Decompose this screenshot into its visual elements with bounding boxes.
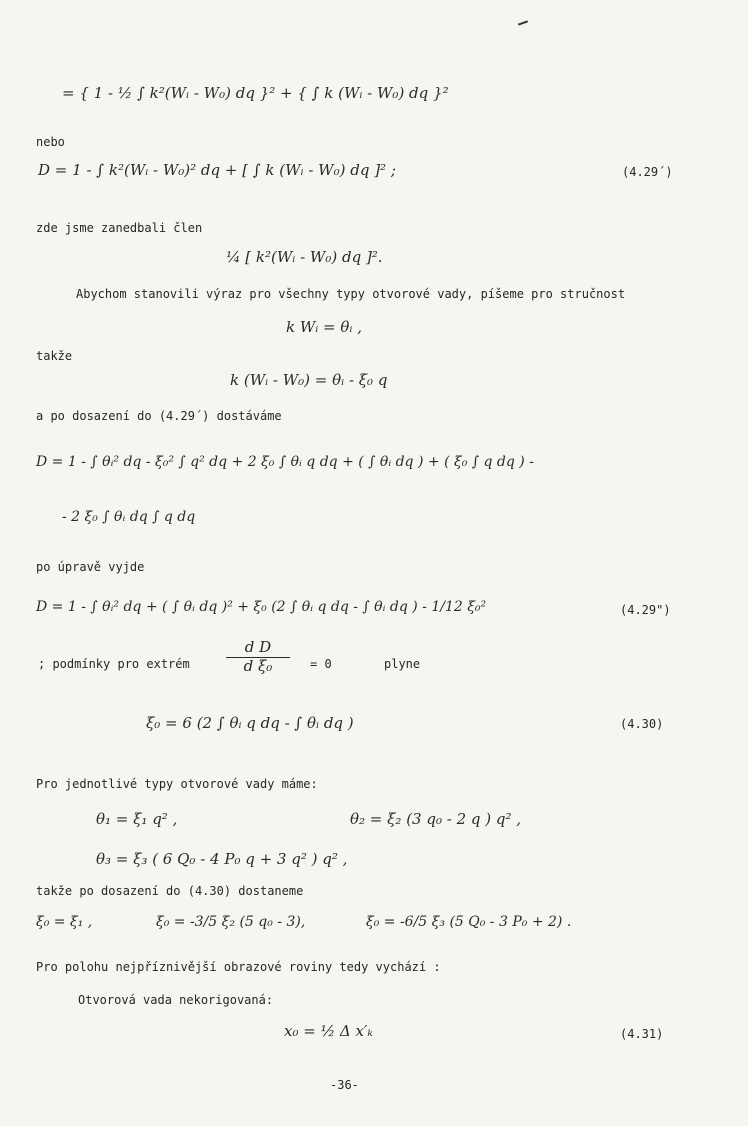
text-takze-430: takže po dosazení do (4.30) dostaneme [36,884,304,898]
equation-theta2: θ₂ = ξ₂ (3 q₀ - 2 q ) q² , [350,810,522,828]
equation-label-4-29b: (4.29") [620,603,671,617]
derivative-fraction [226,640,290,675]
equation-result2: ξ₀ = -3/5 ξ₂ (5 q₀ - 3), [156,914,306,930]
equation-kW: k Wᵢ = θᵢ , [286,318,362,336]
equation-x0: x₀ = ½ Δ x′ₖ [284,1022,373,1040]
equation-D2-line1: D = 1 - ∫ θᵢ² dq - ξ₀² ∫ q² dq + 2 ξ₀ ∫ θᵢ q dq + ( ∫ θᵢ dq ) + ( ξ₀ ∫ q dq ) - [36,454,534,470]
text-dosazeni: a po dosazení do (4.29´) dostáváme [36,409,282,423]
derivative-numerator: d D [244,638,272,656]
text-podminky: ; podmínky pro extrém [38,657,190,671]
equation-result1: ξ₀ = ξ₁ , [36,914,93,930]
equation-label-4-29a: (4.29´) [622,165,673,179]
equation-D2-line2: - 2 ξ₀ ∫ θᵢ dq ∫ q dq [62,509,196,525]
equation-D1: D = 1 - ∫ k²(Wᵢ - W₀)² dq + [ ∫ k (Wᵢ - W₀) dq ]² ; [38,161,396,179]
derivative-equals: = 0 [310,657,332,671]
stray-mark [518,20,528,25]
word-plyne: plyne [384,657,421,671]
equation-theta3: θ₃ = ξ₃ ( 6 Q₀ - 4 P₀ q + 3 q² ) q² , [96,850,348,868]
equation-top: = { 1 - ½ ∫ k²(Wᵢ - W₀) dq }² + { ∫ k (Wᵢ - W₀) dq }² [62,84,449,102]
equation-D3: D = 1 - ∫ θᵢ² dq + ( ∫ θᵢ dq )² + ξ₀ (2 ∫ θᵢ q dq - ∫ θᵢ dq ) - 1/12 ξ₀² [36,599,487,615]
equation-label-4-31: (4.31) [620,1027,664,1041]
page-number: -36- [330,1078,359,1092]
text-otvorova: Otvorová vada nekorigovaná: [78,993,274,1007]
equation-result3: ξ₀ = -6/5 ξ₃ (5 Q₀ - 3 P₀ + 2) . [366,914,572,930]
text-zde: zde jsme zanedbali člen [36,221,203,235]
derivative-denominator: d ξ₀ [243,656,273,675]
text-polohu: Pro polohu nejpříznivější obrazové roviny tedy vychází : [36,960,441,974]
equation-kW2: k (Wᵢ - W₀) = θᵢ - ξ₀ q [230,371,388,389]
equation-label-4-30: (4.30) [620,717,664,731]
word-nebo: nebo [36,135,65,149]
equation-theta1: θ₁ = ξ₁ q² , [96,810,178,828]
text-abychom: Abychom stanovili výraz pro všechny typy otvorové vady, píšeme pro stručnost [76,287,626,301]
equation-clen: ¼ [ k²(Wᵢ - W₀) dq ]². [226,248,383,266]
word-takze: takže [36,349,73,363]
text-uprave: po úpravě vyjde [36,560,145,574]
text-jednotlive: Pro jednotlivé typy otvorové vady máme: [36,777,318,791]
equation-xi0: ξ₀ = 6 (2 ∫ θᵢ q dq - ∫ θᵢ dq ) [146,714,354,732]
